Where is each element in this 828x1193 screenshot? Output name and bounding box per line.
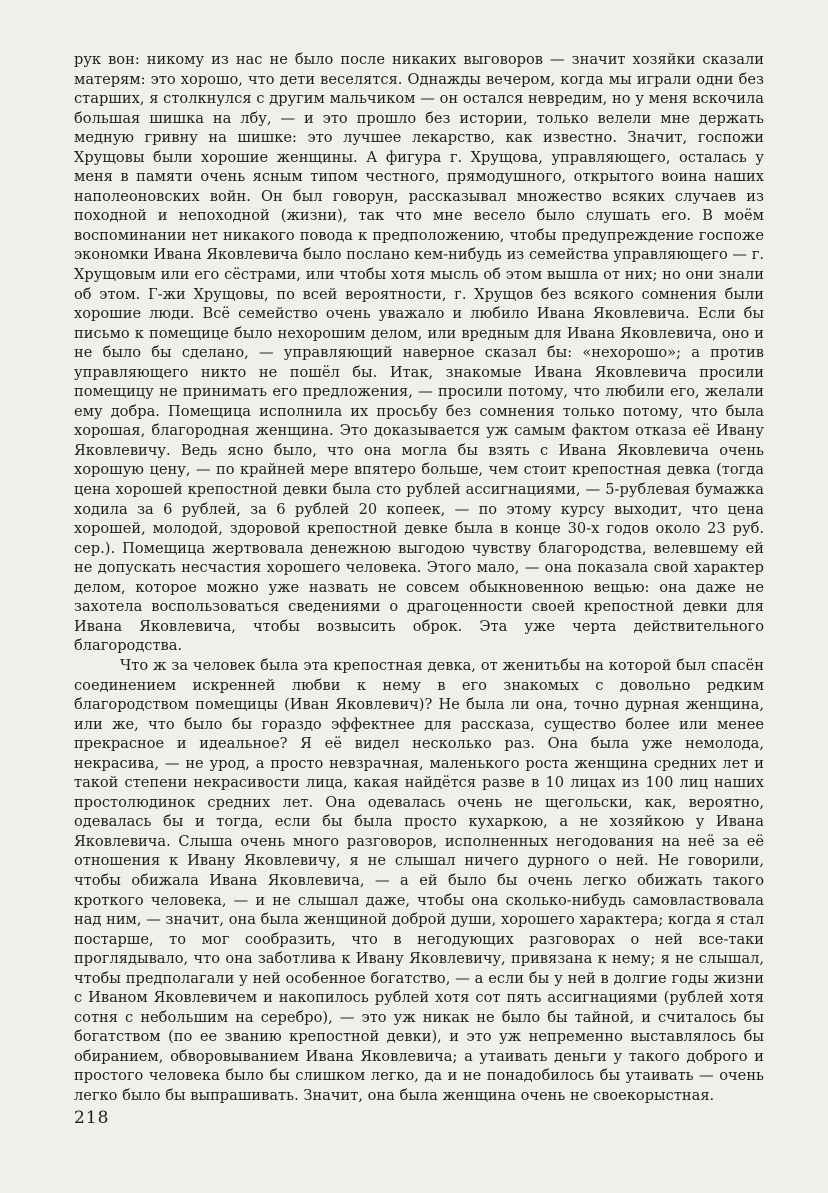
page-number: 218 [74,1108,110,1128]
paragraph-2: Что ж за человек была эта крепостная девка, от женитьбы на которой был спасён соединением искренней любви к нему в его знакомых с довольно редким благородством помещицы (Иван Яковлевич)? Не была ли она, точно дурная женщина, или же, что было бы гораздо эффектнее для рассказа, существо более или менее прекрасное и идеальное? Я её видел несколько раз. Она была уже немолода, некрасива, — не урод, а просто невзрачная, маленького роста женщина средних лет и такой степени некрасивости лица, какая найдётся разве в 10 лицах из 100 лиц наших простолюдинок средних лет. Она одевалась очень не щегольски, как, вероятно, одевалась бы и тогда, если бы была просто кухаркою, а не хозяйкою у Ивана Яковлевича. Слыша очень много разговоров, исполненных негодования на неё за её отношения к Ивану Яковлевичу, я не слышал ничего дурного о ней. Не говорили, чтобы обижала Ивана Яковлевича, — а ей было бы очень легко обижать такого кроткого человека, — и не слышал даже, чтобы она сколько-нибудь самовластвовала над ним, — значит, она была женщиной доброй души, хорошего характера; когда я стал постарше, то мог сообразить, что в негодующих разговорах о ней все-таки проглядывало, что она заботлива к Ивану Яковлевичу, привязана к нему; я не слышал, чтобы предполагали у ней особенное богатство, — а если бы у ней в долгие годы жизни с Иваном Яковлевичем и накопилось рублей хотя сот пять ассигнациями (рублей хотя сотня с небольшим на серебро), — это уж никак не было бы тайной, и считалось бы богатством (по ее званию крепостной девки), и это уж непременно выставлялось бы обиранием, обворовыванием Ивана Яковлевича; а утаивать деньги у такого доброго и простого человека было бы слишком легко, да и не понадобилось бы утаивать — очень легко было бы выпрашивать. Значит, она была женщина очень не своекорыстная. [74,656,764,1104]
paragraph-1: рук вон: никому из нас не было после никаких выговоров — значит хозяйки сказали матерям: это хорошо, что дети веселятся. Однажды вечером, когда мы играли одни без старших, я столкнулся с другим мальчиком — он остался невредим, но у меня вскочила большая шишка на лбу, — и это прошло без истории, только велели мне держать медную гривну на шишке: это лучшее лекарство, как известно. Значит, госпожи Хрущовы были хорошие женщины. А фигура г. Хрущова, управляющего, осталась у меня в памяти очень ясным типом честного, прямодушного, открытого воина наших наполеоновских войн. Он был говорун, рассказывал множество всяких случаев из походной и непоходной (жизни), так что мне весело было слушать его. В моём воспоминании нет никакого повода к предположению, чтобы предупреждение госпоже экономки Ивана Яковлевича было послано кем-нибудь из семейства управляющего — г. Хрущовым или его сёстрами, или чтобы хотя мысль об этом вышла от них; но они знали об этом. Г-жи Хрущовы, по всей вероятности, г. Хрущов без всякого сомнения были хорошие люди. Всё семейство очень уважало и любило Ивана Яковлевича. Если бы письмо к помещице было нехорошим делом, или вредным для Ивана Яковлевича, оно и не было бы сделано, — управляющий наверное сказал бы: «нехорошо»; а против управляющего никто не пошёл бы. Итак, знакомые Ивана Яковлевича просили помещицу не принимать его предложения, — просили потому, что любили его, желали ему добра. Помещица исполнила их просьбу без сомнения только потому, что была хорошая, благородная женщина. Это доказывается уж самым фактом отказа её Ивану Яковлевичу. Ведь ясно было, что она могла бы взять с Ивана Яковлевича очень хорошую цену, — по крайней мере впятеро больше, чем стоит крепостная девка (тогда цена хорошей крепостной девки была сто рублей ассигнациями, — 5-рублевая бумажка ходила за 6 рублей, за 6 рублей 20 копеек, — по этому курсу выходит, что цена хорошей, молодой, здоровой крепостной девке была в конце 30-х годов около 23 руб. сер.). Помещица жертвовала денежною выгодою чувству благородства, велевшему ей не допускать несчастия хорошего человека. Этого мало, — она показала свой характер делом, которое можно уже назвать не совсем обыкновенною вещью: она даже не захотела воспользоваться сведениями о драгоценности своей крепостной девки для Ивана Яковлевича, чтобы возвысить оброк. Эта уже черта действительного благородства. [74,51,764,655]
page-body [74,50,764,1106]
